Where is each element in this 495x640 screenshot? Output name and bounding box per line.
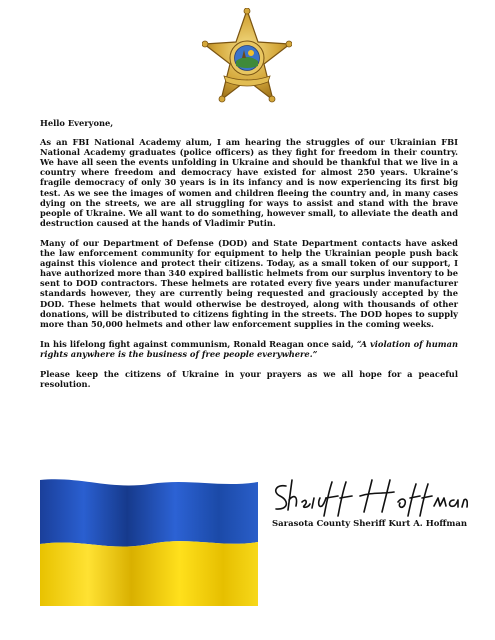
flag-yellow-stripe (40, 541, 258, 606)
ukraine-flag-icon (40, 476, 258, 606)
letter-paragraph-2: Many of our Department of Defense (DOD) and State Department contacts have asked the law enforcement community for equipment to help the Ukrainian people push back against this violence and protect their citizens. Today, as a small token of our support, I have authorized more than 340 expired ballistic helmets from our surplus inventory to be sent to DOD contractors. These helmets are rotated every five years under manufacturer standards however, they are currently being requested and graciously accepted by the DOD. These helmets that would otherwise be destroyed, along with thousands of other donations, will be distributed to citizens fighting in the streets. The DOD hopes to supply more than 50,000 helmets and other law enforcement supplies in the coming weeks. (40, 237, 458, 329)
reagan-quote: “A violation of human rights anywhere is the business of free people everywhere.” (40, 338, 458, 359)
letter-paragraph-3 (40, 339, 458, 359)
letter-paragraph-1: As an FBI National Academy alum, I am hearing the struggles of our Ukrainian FBI National Academy graduates (police officers) as they fight for freedom in their country. We have all seen the events unfolding in Ukraine and should be thankful that we live in a country where freedom and democracy have existed for almost 250 years. Ukraine’s fragile democracy of only 30 years is in its infancy and is now experiencing its first big test. As we see the images of women and children fleeing the country and, in many cases dying on the streets, we are all struggling for ways to assist and stand with the brave people of Ukraine. We all want to do something, however small, to alleviate the death and destruction caused at the hands of Vladimir Putin. (40, 137, 458, 228)
letter-greeting: Hello Everyone, (40, 118, 114, 128)
letter-body (40, 118, 458, 399)
sheriff-printed-name: Sarasota County Sheriff Kurt A. Hoffman (272, 519, 468, 529)
reagan-intro: In his lifelong fight against communism, Ronald Reagan once said, (40, 338, 357, 349)
flag-blue-stripe (40, 479, 258, 546)
handwritten-signature (268, 476, 468, 520)
letter-paragraph-4: Please keep the citizens of Ukraine in your prayers as we all hope for a peaceful resolution. (40, 368, 458, 390)
sheriff-star-badge-icon (202, 8, 292, 106)
